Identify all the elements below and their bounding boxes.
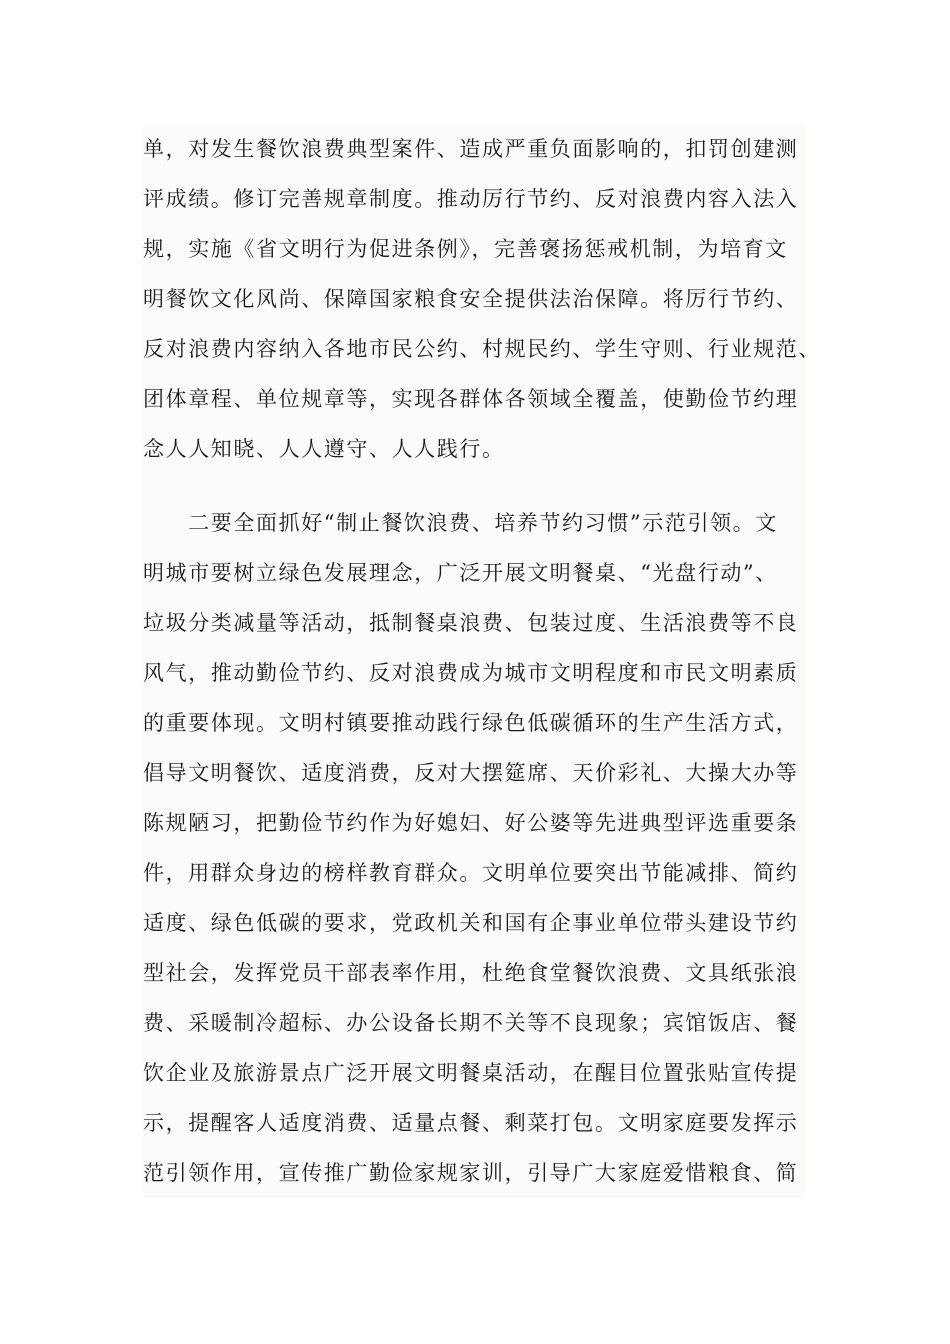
text-line: 念人人知晓、人人遵守、人人践行。	[143, 437, 505, 461]
text-line: 的重要体现。文明村镇要推动践行绿色低碳循环的生产生活方式，	[143, 711, 799, 735]
text-line: 示，提醒客人适度消费、适量点餐、剩菜打包。文明家庭要发挥示	[143, 1111, 799, 1135]
text-line: 型社会，发挥党员干部表率作用，杜绝食堂餐饮浪费、文具纸张浪	[143, 961, 799, 985]
text-line: 风气，推动勤俭节约、反对浪费成为城市文明程度和市民文明素质	[143, 661, 799, 685]
text-line: 反对浪费内容纳入各地市民公约、村规民约、学生守则、行业规范、	[143, 337, 821, 361]
text-line: 明城市要树立绿色发展理念，广泛开展文明餐桌、“光盘行动”、	[143, 561, 778, 585]
text-line: 件，用群众身边的榜样教育群众。文明单位要突出节能减排、简约	[143, 861, 799, 885]
document-body	[143, 124, 821, 1198]
text-line: 规，实施《省文明行为促进条例》，完善褒扬惩戒机制，为培育文	[143, 237, 788, 261]
text-line: 垃圾分类减量等活动，抵制餐桌浪费、包装过度、生活浪费等不良	[143, 611, 799, 635]
paragraph-spacer	[143, 474, 806, 498]
text-line: 团体章程、单位规章等，实现各群体各领域全覆盖，使勤俭节约理	[143, 387, 799, 411]
text-line: 单，对发生餐饮浪费典型案件、造成严重负面影响的，扣罚创建测	[143, 137, 799, 161]
text-line: 评成绩。修订完善规章制度。推动厉行节约、反对浪费内容入法入	[143, 187, 799, 211]
text-line: 适度、绿色低碳的要求，党政机关和国有企事业单位带头建设节约	[143, 911, 799, 935]
text-line: 饮企业及旅游景点广泛开展文明餐桌活动，在醒目位置张贴宣传提	[143, 1061, 799, 1085]
text-line: 陈规陋习，把勤俭节约作为好媳妇、好公婆等先进典型评选重要条	[143, 811, 799, 835]
text-line: 二要全面抓好“制止餐饮浪费、培养节约习惯”示范引领。文	[143, 511, 778, 535]
text-line: 费、采暖制冷超标、办公设备长期不关等不良现象；宾馆饭店、餐	[143, 1011, 799, 1035]
text-line: 范引领作用，宣传推广勤俭家规家训，引导广大家庭爱惜粮食、简	[143, 1161, 799, 1185]
text-line: 倡导文明餐饮、适度消费，反对大摆筵席、天价彩礼、大操大办等	[143, 761, 799, 785]
text-line: 明餐饮文化风尚、保障国家粮食安全提供法治保障。将厉行节约、	[143, 287, 799, 311]
